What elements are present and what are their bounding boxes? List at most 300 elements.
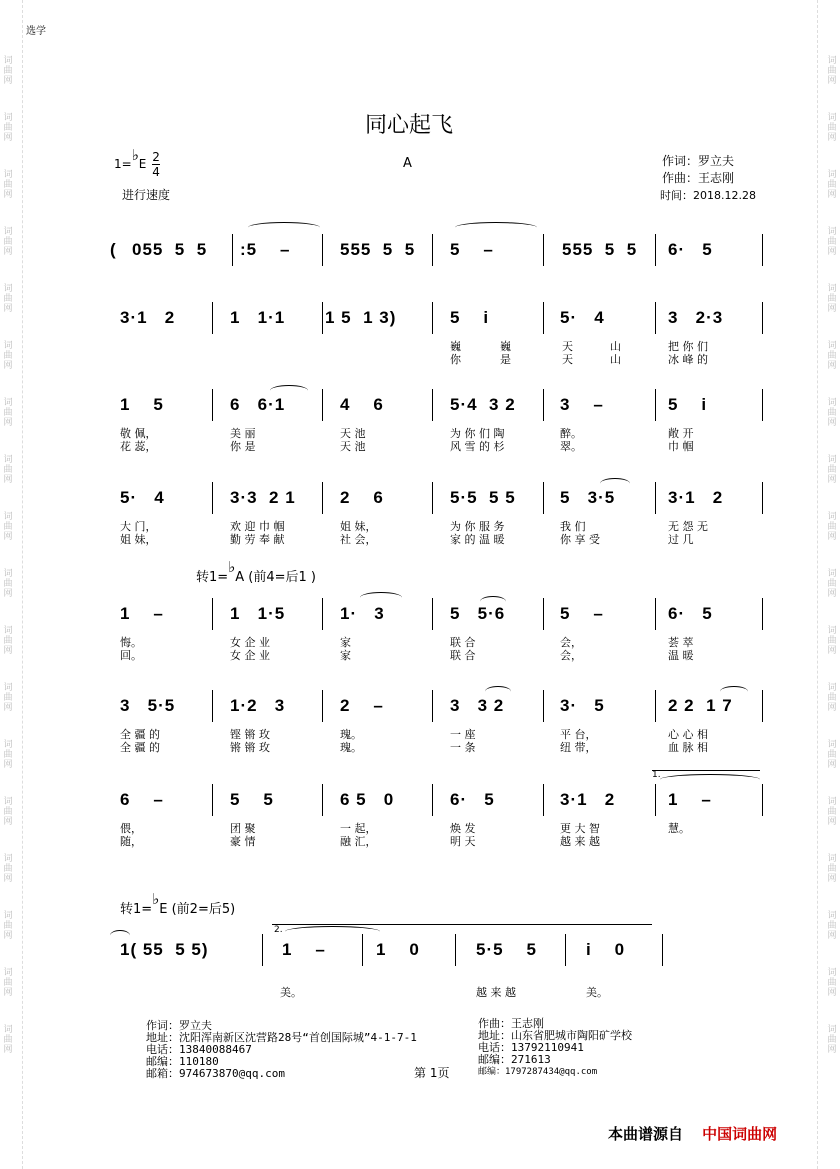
watermark-group	[824, 56, 840, 86]
measure-notes: 5 5·6	[450, 604, 506, 623]
barline	[212, 482, 213, 514]
watermark-char: 词	[827, 512, 837, 522]
watermark-group	[0, 740, 16, 770]
barline	[322, 389, 323, 421]
measure-notes: 6· 5	[668, 240, 713, 259]
measure-notes: 2 –	[340, 696, 384, 715]
watermark-char: 曲	[3, 579, 13, 589]
watermark-group	[824, 1025, 840, 1055]
lyric-text: 美。	[280, 986, 302, 999]
lyric-text: 你	[450, 353, 461, 366]
watermark-char: 网	[827, 133, 837, 143]
measure-notes: 5·4 3 2	[450, 395, 516, 414]
barline	[655, 598, 656, 630]
measure-notes: i 0	[586, 940, 626, 959]
measure-notes: 1 –	[282, 940, 326, 959]
barline	[212, 598, 213, 630]
measure-notes: 3·1 2	[560, 790, 616, 809]
barline	[655, 690, 656, 722]
lyric-text: 女 企 业	[230, 649, 270, 662]
barline	[212, 389, 213, 421]
watermark-char: 网	[827, 988, 837, 998]
modulation-2-note: (前2=后5)	[171, 902, 236, 917]
watermark-group	[824, 683, 840, 713]
barline	[565, 934, 566, 966]
watermark-char: 词	[827, 968, 837, 978]
watermark-char: 网	[827, 247, 837, 257]
measure-notes: 1 5 1 3)	[325, 308, 397, 327]
watermark-char: 网	[3, 76, 13, 86]
barline	[212, 690, 213, 722]
lyric-text: 瑰。	[340, 741, 362, 754]
time-signature-bottom: 4	[152, 165, 160, 179]
corner-label: 选学	[26, 26, 46, 37]
watermark-group	[0, 341, 16, 371]
watermark-char: 曲	[3, 465, 13, 475]
lyric-text: 回。	[120, 649, 142, 662]
lyric-text: 悔。	[120, 636, 142, 649]
barline	[543, 482, 544, 514]
barline	[432, 690, 433, 722]
lyric-text: 慧。	[668, 822, 690, 835]
lyric-text: 是	[500, 353, 511, 366]
watermark-char: 曲	[3, 864, 13, 874]
lyric-text: 我 们	[560, 520, 586, 533]
watermark-char: 网	[3, 760, 13, 770]
watermark-char: 曲	[3, 294, 13, 304]
watermark-char: 网	[827, 475, 837, 485]
measure-notes: :5 –	[240, 240, 291, 259]
watermark-char: 曲	[3, 807, 13, 817]
barline	[322, 302, 323, 334]
watermark-char: 网	[827, 931, 837, 941]
measure-notes: 4 6	[340, 395, 384, 414]
watermark-char: 词	[827, 626, 837, 636]
watermark-group	[824, 512, 840, 542]
lyric-text: 心 心 相	[668, 728, 708, 741]
watermark-char: 曲	[827, 1035, 837, 1045]
watermark-char: 词	[827, 740, 837, 750]
watermark-char: 词	[3, 683, 13, 693]
lyric-text: 纽 带，	[560, 741, 597, 754]
watermark-char: 网	[3, 589, 13, 599]
watermark-char: 词	[3, 626, 13, 636]
barline	[655, 784, 656, 816]
watermark-char: 词	[3, 854, 13, 864]
lyric-text: 姐 妹，	[340, 520, 377, 533]
barline	[543, 389, 544, 421]
lyric-text: 明 天	[450, 835, 476, 848]
barline	[655, 482, 656, 514]
composer-credit: 作曲：王志刚	[662, 171, 735, 185]
modulation-1	[196, 558, 317, 585]
slur-mark	[660, 774, 760, 785]
lyric-text: 美 丽	[230, 427, 256, 440]
lyric-text: 巍	[450, 340, 461, 353]
lyric-text: 美。	[586, 986, 608, 999]
watermark-char: 曲	[3, 180, 13, 190]
barline	[322, 690, 323, 722]
lyric-text: 翠。	[560, 440, 582, 453]
measure-notes: 5 3·5	[560, 488, 616, 507]
barline	[762, 690, 763, 722]
watermark-group	[824, 626, 840, 656]
watermark-group	[824, 569, 840, 599]
watermark-char: 词	[3, 740, 13, 750]
source-attribution	[608, 1123, 777, 1144]
barline	[212, 302, 213, 334]
lyric-text: 天	[562, 353, 573, 366]
watermark-char: 曲	[3, 921, 13, 931]
barline	[322, 234, 323, 266]
modulation-2-label: 转1=	[120, 902, 153, 917]
watermark-char: 网	[827, 646, 837, 656]
lyric-text: 随，	[120, 835, 142, 848]
watermark-group	[0, 398, 16, 428]
measure-notes: 1 –	[668, 790, 712, 809]
measure-notes: 1·2 3	[230, 696, 286, 715]
footer-right-line: 地址：山东省肥城市陶阳矿学校	[478, 1029, 632, 1042]
barline	[543, 598, 544, 630]
watermark-char: 网	[827, 874, 837, 884]
modulation-1-key: A	[235, 570, 245, 585]
lyric-text: 天 池	[340, 427, 366, 440]
lyric-text: 荟 萃	[668, 636, 694, 649]
lyric-text: 焕 发	[450, 822, 476, 835]
watermark-char: 词	[827, 911, 837, 921]
lyric-text: 全 疆 的	[120, 741, 160, 754]
watermark-group	[824, 797, 840, 827]
measure-notes: 5 –	[560, 604, 604, 623]
lyric-text: 更 大 智	[560, 822, 600, 835]
lyric-text: 越 来 越	[476, 986, 516, 999]
modulation-1-label: 转1=	[196, 570, 229, 585]
watermark-char: 网	[827, 817, 837, 827]
watermark-char: 词	[827, 569, 837, 579]
slur-mark	[285, 926, 380, 937]
modulation-2-key: E	[159, 902, 168, 917]
watermark-char: 词	[3, 455, 13, 465]
lyric-text: 把 你 们	[668, 340, 708, 353]
measure-notes: 1 1·5	[230, 604, 286, 623]
measure-notes: 1· 3	[340, 604, 385, 623]
lyric-text: 山	[610, 340, 621, 353]
measure-notes: 1 0	[376, 940, 420, 959]
key-name: E	[138, 157, 147, 171]
watermark-char: 曲	[3, 123, 13, 133]
watermark-char: 词	[827, 1025, 837, 1035]
slur-mark	[455, 222, 537, 233]
lyric-text: 巍	[500, 340, 511, 353]
watermark-group	[0, 455, 16, 485]
watermark-group	[824, 740, 840, 770]
slur-mark	[720, 686, 748, 697]
lyric-text: 花 蕊，	[120, 440, 157, 453]
lyric-text: 一 起，	[340, 822, 377, 835]
measure-notes: 1 –	[120, 604, 164, 623]
watermark-char: 曲	[827, 123, 837, 133]
measure-notes: 3 3 2	[450, 696, 505, 715]
watermark-char: 词	[3, 1025, 13, 1035]
left-watermark-strip	[0, 0, 16, 1169]
watermark-char: 网	[827, 760, 837, 770]
lyric-text: 一 座	[450, 728, 476, 741]
lyric-text: 联 合	[450, 636, 476, 649]
watermark-char: 词	[827, 170, 837, 180]
measure-notes: 3 –	[560, 395, 604, 414]
watermark-group	[0, 56, 16, 86]
watermark-char: 曲	[3, 636, 13, 646]
lyric-text: 一 条	[450, 741, 476, 754]
watermark-char: 词	[827, 227, 837, 237]
watermark-char: 网	[827, 418, 837, 428]
watermark-char: 曲	[3, 1035, 13, 1045]
watermark-char: 网	[3, 304, 13, 314]
watermark-char: 曲	[827, 237, 837, 247]
measure-notes: 3· 5	[560, 696, 605, 715]
barline	[762, 302, 763, 334]
measure-notes: 3·1 2	[668, 488, 724, 507]
measure-notes: 5 5	[230, 790, 274, 809]
slur-mark	[248, 222, 320, 233]
footer-right	[478, 1018, 632, 1078]
volta-1-mark: 1.	[652, 770, 661, 780]
modulation-1-flat: ♭	[228, 558, 236, 576]
watermark-char: 词	[827, 455, 837, 465]
measure-notes: 2 6	[340, 488, 384, 507]
footer-right-line: 邮编：1797287434@qq.com	[478, 1067, 598, 1077]
watermark-char: 网	[3, 703, 13, 713]
measure-notes: 6 –	[120, 790, 164, 809]
barline	[762, 482, 763, 514]
watermark-char: 词	[3, 968, 13, 978]
barline	[543, 784, 544, 816]
lyric-text: 勤 劳 奉 献	[230, 533, 285, 546]
lyric-text: 你 是	[230, 440, 256, 453]
measure-notes: 1 1·1	[230, 308, 286, 327]
watermark-char: 曲	[827, 522, 837, 532]
footer-right-line: 邮编：271613	[478, 1053, 551, 1066]
footer-left-line: 邮箱：974673870@qq.com	[146, 1067, 285, 1080]
watermark-char: 词	[3, 398, 13, 408]
measure-notes: 5· 4	[560, 308, 605, 327]
watermark-group	[0, 227, 16, 257]
watermark-group	[0, 683, 16, 713]
lyric-text: 过 几	[668, 533, 694, 546]
watermark-char: 网	[3, 133, 13, 143]
watermark-char: 网	[827, 532, 837, 542]
lyricist-credit: 作词：罗立夫	[662, 154, 735, 168]
barline	[655, 302, 656, 334]
watermark-group	[0, 170, 16, 200]
modulation-2-flat: ♭	[152, 890, 160, 908]
watermark-char: 曲	[827, 579, 837, 589]
watermark-char: 网	[827, 76, 837, 86]
footer-left	[146, 1020, 417, 1080]
watermark-group	[824, 854, 840, 884]
lyric-text: 融 汇，	[340, 835, 377, 848]
lyric-text: 家 的 温 暖	[450, 533, 505, 546]
lyric-text: 社 会，	[340, 533, 377, 546]
watermark-char: 词	[827, 56, 837, 66]
footer-right-line: 作曲：王志刚	[478, 1017, 544, 1030]
footer-left-line: 电话：13840088467	[146, 1043, 252, 1056]
slur-mark	[600, 478, 630, 489]
watermark-group	[0, 911, 16, 941]
source-text: 本曲谱源自	[608, 1125, 684, 1143]
measure-notes: 1 5	[120, 395, 164, 414]
watermark-char: 词	[3, 911, 13, 921]
lyric-text: 温 暖	[668, 649, 694, 662]
watermark-char: 曲	[827, 978, 837, 988]
barline	[655, 234, 656, 266]
watermark-group	[824, 968, 840, 998]
watermark-char: 网	[3, 817, 13, 827]
footer-right-line: 电话：13792110941	[478, 1041, 584, 1054]
watermark-char: 词	[3, 113, 13, 123]
watermark-char: 词	[3, 227, 13, 237]
watermark-group	[824, 455, 840, 485]
barline	[432, 302, 433, 334]
lyric-text: 血 脉 相	[668, 741, 708, 754]
watermark-group	[0, 113, 16, 143]
watermark-char: 网	[3, 361, 13, 371]
slur-mark	[480, 596, 506, 607]
watermark-char: 词	[827, 398, 837, 408]
lyric-text: 冰 峰 的	[668, 353, 708, 366]
measure-notes: 2 2 1 7	[668, 696, 733, 715]
lyric-text: 敞 开	[668, 427, 694, 440]
measure-notes: 3·1 2	[120, 308, 176, 327]
lyric-text: 天 池	[340, 440, 366, 453]
watermark-char: 词	[827, 854, 837, 864]
right-watermark-strip	[824, 0, 840, 1169]
slur-mark	[110, 930, 130, 941]
lyric-text: 为 你 服 务	[450, 520, 505, 533]
date-credit: 时间：2018.12.28	[660, 189, 756, 202]
source-site-link[interactable]: 中国词曲网	[702, 1125, 778, 1143]
lyric-text: 联 合	[450, 649, 476, 662]
lyric-text: 天	[562, 340, 573, 353]
watermark-char: 曲	[827, 351, 837, 361]
watermark-char: 曲	[3, 693, 13, 703]
lyric-text: 姐 妹，	[120, 533, 157, 546]
slur-mark	[485, 686, 511, 697]
measure-notes: 5 i	[450, 308, 490, 327]
barline	[232, 234, 233, 266]
watermark-char: 网	[3, 874, 13, 884]
watermark-char: 词	[3, 569, 13, 579]
barline	[762, 234, 763, 266]
watermark-char: 曲	[827, 66, 837, 76]
barline	[432, 389, 433, 421]
key-prefix: 1=	[114, 157, 132, 171]
slur-mark	[270, 385, 308, 396]
watermark-char: 词	[827, 113, 837, 123]
lyric-text: 山	[610, 353, 621, 366]
barline	[262, 934, 263, 966]
measure-notes: 6· 5	[450, 790, 495, 809]
measure-notes: 555 5 5	[562, 240, 638, 259]
lyric-text: 为 你 们 陶	[450, 427, 505, 440]
modulation-2	[120, 890, 236, 917]
lyric-text: 豪 情	[230, 835, 256, 848]
watermark-group	[0, 797, 16, 827]
barline	[543, 234, 544, 266]
watermark-group	[824, 227, 840, 257]
watermark-group	[0, 968, 16, 998]
barline	[762, 389, 763, 421]
lyric-text: 你 享 受	[560, 533, 600, 546]
watermark-char: 网	[3, 931, 13, 941]
lyric-text: 女 企 业	[230, 636, 270, 649]
watermark-group	[824, 911, 840, 941]
page-number: 第 1页	[414, 1066, 450, 1080]
tempo-marking: 进行速度	[122, 188, 171, 202]
barline	[322, 482, 323, 514]
watermark-char: 网	[827, 1045, 837, 1055]
watermark-char: 词	[3, 284, 13, 294]
lyric-text: 大 门，	[120, 520, 157, 533]
barline	[662, 934, 663, 966]
flat-sign: ♭	[131, 146, 139, 164]
lyric-text: 团 聚	[230, 822, 256, 835]
song-title: 同心起飞	[365, 113, 454, 138]
watermark-group	[0, 1025, 16, 1055]
watermark-char: 网	[3, 646, 13, 656]
barline	[432, 234, 433, 266]
lyric-text: 家	[340, 636, 351, 649]
watermark-char: 曲	[3, 750, 13, 760]
watermark-char: 曲	[3, 351, 13, 361]
watermark-char: 词	[827, 683, 837, 693]
barline	[322, 598, 323, 630]
measure-notes: 5 i	[668, 395, 708, 414]
lyric-text: 铿 锵 玫	[230, 728, 270, 741]
watermark-char: 网	[3, 190, 13, 200]
lyric-text: 锵 锵 玫	[230, 741, 270, 754]
lyric-text: 欢 迎 巾 帼	[230, 520, 285, 533]
footer-left-line: 作词：罗立夫	[146, 1019, 212, 1032]
section-mark: A	[403, 156, 412, 171]
watermark-char: 曲	[827, 807, 837, 817]
watermark-char: 曲	[3, 237, 13, 247]
volta-2-bracket	[272, 924, 652, 925]
measure-notes: 3 5·5	[120, 696, 176, 715]
watermark-char: 词	[3, 512, 13, 522]
watermark-char: 曲	[827, 636, 837, 646]
watermark-group	[0, 854, 16, 884]
watermark-char: 网	[827, 703, 837, 713]
barline	[543, 690, 544, 722]
watermark-char: 词	[827, 341, 837, 351]
footer-left-line: 地址：沈阳浑南新区沈营路28号“首创国际城”4-1-7-1	[146, 1031, 417, 1044]
watermark-group	[0, 626, 16, 656]
measure-notes: 5·5 5	[476, 940, 537, 959]
lyric-text: 越 来 越	[560, 835, 600, 848]
watermark-char: 网	[827, 304, 837, 314]
lyric-text: 家	[340, 649, 351, 662]
lyric-text: 会，	[560, 636, 582, 649]
watermark-char: 曲	[827, 693, 837, 703]
measure-notes: 5 –	[450, 240, 494, 259]
lyric-text: 巾 帼	[668, 440, 694, 453]
measure-notes: 6· 5	[668, 604, 713, 623]
barline	[432, 482, 433, 514]
watermark-char: 网	[3, 247, 13, 257]
watermark-char: 词	[3, 341, 13, 351]
watermark-char: 曲	[827, 180, 837, 190]
